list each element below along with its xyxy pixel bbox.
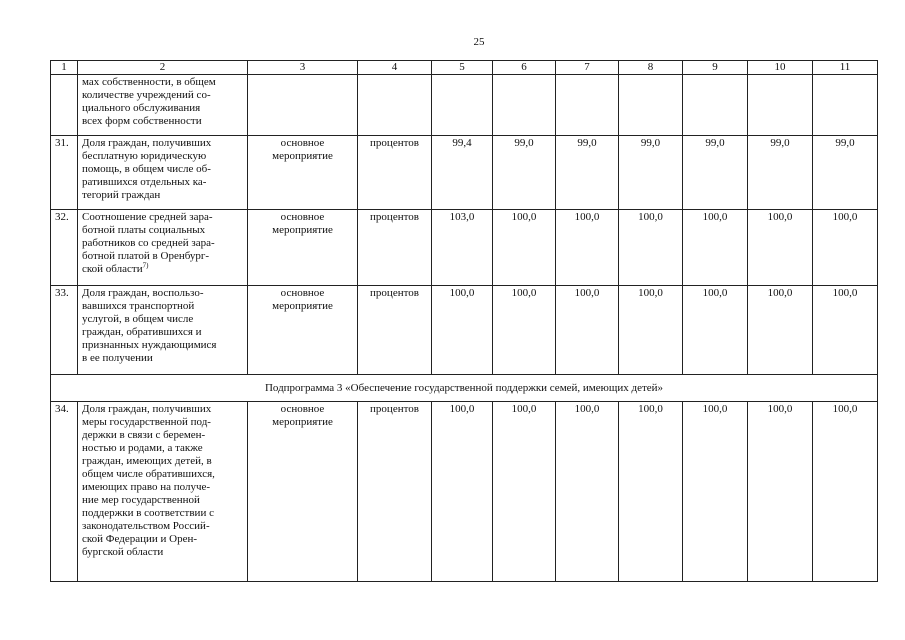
measure-type: основное мероприятие <box>248 402 358 582</box>
row-number: 32. <box>51 210 78 286</box>
empty-cell <box>358 75 432 136</box>
value-cell: 100,0 <box>493 402 556 582</box>
value-cell: 99,0 <box>619 136 683 210</box>
subprogram-row <box>51 375 878 402</box>
page-number: 25 <box>473 36 485 48</box>
column-number: 3 <box>248 61 358 75</box>
column-number-row <box>51 61 878 75</box>
empty-cell <box>683 75 748 136</box>
indicator-name: Доля граждан, воспользо- вавшихся транспортной услугой, в общем числе граждан, обратившихся и признанных нуждающимися в ее получении <box>78 286 248 375</box>
column-number: 5 <box>432 61 493 75</box>
value-cell: 100,0 <box>748 210 813 286</box>
value-cell: 100,0 <box>683 286 748 375</box>
indicator-name: мах собственности, в общем количестве учреждений со- циального обслуживания всех форм собственности <box>78 75 248 136</box>
row-number: 31. <box>51 136 78 210</box>
column-number: 4 <box>358 61 432 75</box>
indicator-name: Доля граждан, получивших меры государственной под- держки в связи с беремен- ностью и родами, а также граждан, имеющих детей, в общем числе обратившихся, имеющих право на получе- ние мер государственной поддержки в соответствии с законодательством Россий- ской Федерации и Орен- бургской области <box>78 402 248 582</box>
value-cell: 100,0 <box>813 210 878 286</box>
value-cell: 100,0 <box>813 286 878 375</box>
value-cell: 100,0 <box>748 402 813 582</box>
value-cell: 100,0 <box>619 402 683 582</box>
indicators-table <box>50 60 878 582</box>
measure-type: основное мероприятие <box>248 286 358 375</box>
empty-cell <box>619 75 683 136</box>
value-cell: 99,0 <box>683 136 748 210</box>
unit: процентов <box>358 402 432 582</box>
value-cell: 100,0 <box>748 286 813 375</box>
indicator-name: Соотношение средней зара- ботной платы социальных работников со средней зара- ботной платой в Оренбург- ской области <box>82 211 215 275</box>
value-cell: 99,0 <box>493 136 556 210</box>
table-row <box>51 210 878 286</box>
value-cell: 100,0 <box>619 210 683 286</box>
value-cell: 99,0 <box>813 136 878 210</box>
table-row <box>51 286 878 375</box>
value-cell: 100,0 <box>432 402 493 582</box>
value-cell: 100,0 <box>813 402 878 582</box>
footnote-marker: 7) <box>142 261 149 270</box>
unit: процентов <box>358 136 432 210</box>
value-cell: 100,0 <box>683 402 748 582</box>
column-number: 7 <box>556 61 619 75</box>
empty-cell <box>248 75 358 136</box>
value-cell: 99,4 <box>432 136 493 210</box>
value-cell: 100,0 <box>432 286 493 375</box>
subprogram-title: Подпрограмма 3 «Обеспечение государственной поддержки семей, имеющих детей» <box>51 375 878 402</box>
column-number: 1 <box>51 61 78 75</box>
row-number: 33. <box>51 286 78 375</box>
value-cell: 100,0 <box>556 210 619 286</box>
value-cell: 100,0 <box>556 286 619 375</box>
measure-type: основное мероприятие <box>248 136 358 210</box>
value-cell: 103,0 <box>432 210 493 286</box>
empty-cell <box>813 75 878 136</box>
row-number: 34. <box>51 402 78 582</box>
column-number: 8 <box>619 61 683 75</box>
column-number: 9 <box>683 61 748 75</box>
table-row <box>51 75 878 136</box>
measure-type: основное мероприятие <box>248 210 358 286</box>
value-cell: 100,0 <box>683 210 748 286</box>
empty-cell <box>556 75 619 136</box>
column-number: 6 <box>493 61 556 75</box>
indicator-cell <box>78 210 248 286</box>
empty-cell <box>432 75 493 136</box>
value-cell: 100,0 <box>556 402 619 582</box>
unit: процентов <box>358 210 432 286</box>
table-row <box>51 136 878 210</box>
value-cell: 99,0 <box>748 136 813 210</box>
row-number <box>51 75 78 136</box>
value-cell: 99,0 <box>556 136 619 210</box>
table-row <box>51 402 878 582</box>
empty-cell <box>748 75 813 136</box>
value-cell: 100,0 <box>493 286 556 375</box>
column-number: 2 <box>78 61 248 75</box>
indicator-name: Доля граждан, получивших бесплатную юридическую помощь, в общем числе об- ратившихся отдельных ка- тегорий граждан <box>78 136 248 210</box>
column-number: 11 <box>813 61 878 75</box>
empty-cell <box>493 75 556 136</box>
column-number: 10 <box>748 61 813 75</box>
value-cell: 100,0 <box>493 210 556 286</box>
value-cell: 100,0 <box>619 286 683 375</box>
unit: процентов <box>358 286 432 375</box>
